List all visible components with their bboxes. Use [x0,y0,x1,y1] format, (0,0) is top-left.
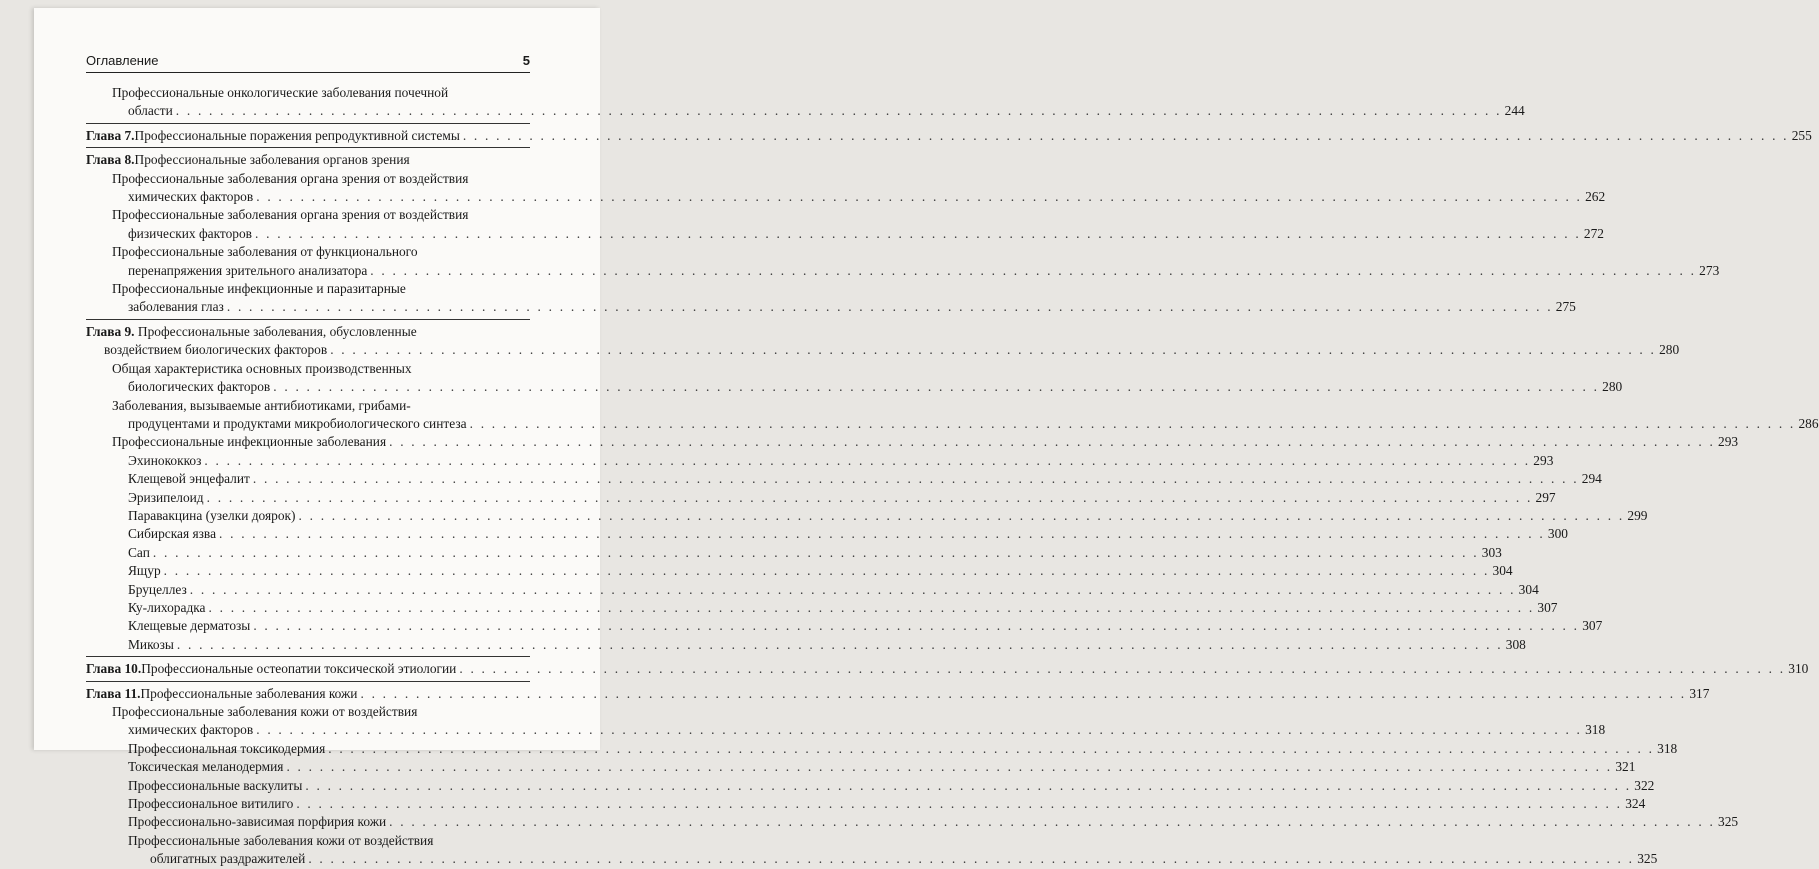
dot-leader: . . . . . . . . . . . . . . . . . . . . . . . . . . . . . . . . . . . . . . . . . . . . . . . . . . . . . . . . . . . . . . . . . . . . . . . . . . . . . . . . . . . . . . . . . . . . . . . . . . . . . . . . . . . . . . . . . . . . . . . . [389,434,1715,450]
toc-chapter-entry[interactable] [86,151,530,169]
toc-entry-title: Сап [128,544,150,560]
toc-entry[interactable] [86,562,1513,580]
toc-entry-title: заболевания глаз [128,299,224,315]
dot-leader: . . . . . . . . . . . . . . . . . . . . . . . . . . . . . . . . . . . . . . . . . . . . . . . . . . . . . . . . . . . . . . . . . . . . . . . . . . . . . . . . . . . . . . . . . . . . . . . . . . . . . . . . . . . . . . . . . . . . . . . . [273,379,1600,395]
toc-entry-title: Заболевания, вызываемые антибиотиками, грибами- [112,397,411,413]
dot-leader: . . . . . . . . . . . . . . . . . . . . . . . . . . . . . . . . . . . . . . . . . . . . . . . . . . . . . . . . . . . . . . . . . . . . . . . . . . . . . . . . . . . . . . . . . . . . . . . . . . . . . . . . . . . . . . . . . . . . . . . . [208,599,1535,615]
toc-page-number: 273 [1699,262,1720,278]
dot-leader: . . . . . . . . . . . . . . . . . . . . . . . . . . . . . . . . . . . . . . . . . . . . . . . . . . . . . . . . . . . . . . . . . . . . . . . . . . . . . . . . . . . . . . . . . . . . . . . . . . . . . . . . . . . . . . . . . . . . . . . . [176,636,1503,652]
dot-leader: . . . . . . . . . . . . . . . . . . . . . . . . . . . . . . . . . . . . . . . . . . . . . . . . . . . . . . . . . . . . . . . . . . . . . . . . . . . . . . . . . . . . . . . . . . . . . . . . . . . . . . . . . . . . . . . . . . . . . . . . [204,452,1531,468]
toc-entry-title: воздействием биологических факторов [104,342,328,358]
toc-entry[interactable] [86,581,1539,599]
toc-page-number: 324 [1625,796,1646,812]
toc-page-number: 300 [1547,526,1568,542]
toc-entry[interactable] [86,740,1678,758]
toc-entry[interactable] [86,617,1603,635]
toc-entry-title: перенапряжения зрительного анализатора [128,262,368,278]
dot-leader: . . . . . . . . . . . . . . . . . . . . . . . . . . . . . . . . . . . . . . . . . . . . . . . . . . . . . . . . . . . . . . . . . . . . . . . . . . . . . . . . . . . . . . . . . . . . . . . . . . . . . . . . . . . . . . . . . . . . . . . . [469,415,1796,431]
toc-entry-title: Профессиональные инфекционные заболевания [112,434,387,450]
dot-leader: . . . . . . . . . . . . . . . . . . . . . . . . . . . . . . . . . . . . . . . . . . . . . . . . . . . . . . . . . . . . . . . . . . . . . . . . . . . . . . . . . . . . . . . . . . . . . . . . . . . . . . . . . . . . . . . . . . . . . . . . [286,759,1613,775]
toc-page-number: 308 [1505,636,1526,652]
dot-leader: . . . . . . . . . . . . . . . . . . . . . . . . . . . . . . . . . . . . . . . . . . . . . . . . . . . . . . . . . . . . . . . . . . . . . . . . . . . . . . . . . . . . . . . . . . . . . . . . . . . . . . . . . . . . . . . . . . . . . . . . [256,189,1583,205]
dot-leader: . . . . . . . . . . . . . . . . . . . . . . . . . . . . . . . . . . . . . . . . . . . . . . . . . . . . . . . . . . . . . . . . . . . . . . . . . . . . . . . . . . . . . . . . . . . . . . . . . . . . . . . . . . . . . . . . . . . . . . . . [226,299,1553,315]
toc-entry[interactable] [86,795,1646,813]
dot-leader: . . . . . . . . . . . . . . . . . . . . . . . . . . . . . . . . . . . . . . . . . . . . . . . . . . . . . . . . . . . . . . . . . . . . . . . . . . . . . . . . . . . . . . . . . . . . . . . . . . . . . . . . . . . . . . . . . . . . . . . . [189,581,1516,597]
section-divider [86,319,530,320]
chapter-label: Глава 10. [86,661,142,677]
toc-entry-title: Профессиональные заболевания кожи [140,685,358,701]
toc-entry-title: Эхинококкоз [128,452,202,468]
toc-entry-title: Профессиональные заболевания органов зрения [134,152,410,168]
toc-entry-title: физических факторов [128,225,253,241]
toc-entry-title: Ку-лихорадка [128,599,206,615]
toc-entry-title: Микозы [128,636,174,652]
toc-page-number: 321 [1615,759,1636,775]
toc-page-number: 322 [1634,777,1655,793]
toc-page-number: 304 [1518,581,1539,597]
toc-entry[interactable] [86,758,1636,776]
toc-entry-title: Профессиональные остеопатии токсической этиологии [141,661,457,677]
toc-page-number: 307 [1582,618,1603,634]
dot-leader: . . . . . . . . . . . . . . . . . . . . . . . . . . . . . . . . . . . . . . . . . . . . . . . . . . . . . . . . . . . . . . . . . . . . . . . . . . . . . . . . . . . . . . . . . . . . . . . . . . . . . . . . . . . . . . . . . . . . . . . . [305,777,1632,793]
dot-leader: . . . . . . . . . . . . . . . . . . . . . . . . . . . . . . . . . . . . . . . . . . . . . . . . . . . . . . . . . . . . . . . . . . . . . . . . . . . . . . . . . . . . . . . . . . . . . . . . . . . . . . . . . . . . . . . . . . . . . . . . [255,225,1581,241]
dot-leader: . . . . . . . . . . . . . . . . . . . . . . . . . . . . . . . . . . . . . . . . . . . . . . . . . . . . . . . . . . . . . . . . . . . . . . . . . . . . . . . . . . . . . . . . . . . . . . . . . . . . . . . . . . . . . . . . . . . . . . . . [459,661,1786,677]
dot-leader: . . . . . . . . . . . . . . . . . . . . . . . . . . . . . . . . . . . . . . . . . . . . . . . . . . . . . . . . . . . . . . . . . . . . . . . . . . . . . . . . . . . . . . . . . . . . . . . . . . . . . . . . . . . . . . . . . . . . . . . . [219,526,1545,542]
toc-page-number: 262 [1585,189,1606,205]
toc-entry-title: Эризипелоид [128,489,204,505]
toc-entry[interactable] [86,599,1558,617]
toc-page-number: 318 [1585,722,1606,738]
toc-entry-title: Токсическая меланодермия [128,759,284,775]
book-page [34,8,1819,867]
toc-entry[interactable] [86,280,1576,317]
toc-entry-title: Профессиональные заболевания кожи от воздействия [128,832,434,848]
toc-page-number: 280 [1602,379,1623,395]
toc-entry[interactable] [86,452,1554,470]
toc-entry[interactable] [86,433,1739,451]
toc-entry-title: Ящур [128,563,161,579]
toc-entry[interactable] [86,397,1819,434]
toc-entry-title: Сибирская язва [128,526,217,542]
toc-page-number: 286 [1798,415,1819,431]
toc-entry-title: Профессиональные заболевания органа зрения от воздействия [112,207,469,223]
toc-entry[interactable] [86,489,1556,507]
toc-entry-title: Паравакцина (узелки доярок) [128,507,296,523]
running-title: Оглавление [86,53,159,68]
toc-entry[interactable] [86,525,1568,543]
toc-entry[interactable] [86,360,1623,397]
toc-page-number: 272 [1583,225,1604,241]
toc-entry-title: продуцентами и продуктами микробиологического синтеза [128,415,467,431]
dot-leader: . . . . . . . . . . . . . . . . . . . . . . . . . . . . . . . . . . . . . . . . . . . . . . . . . . . . . . . . . . . . . . . . . . . . . . . . . . . . . . . . . . . . . . . . . . . . . . . . . . . . . . . . . . . . . . . . . . . . . . . . [370,262,1697,278]
toc-entry-title: Профессиональные заболевания органа зрения от воздействия [112,170,469,186]
dot-leader: . . . . . . . . . . . . . . . . . . . . . . . . . . . . . . . . . . . . . . . . . . . . . . . . . . . . . . . . . . . . . . . . . . . . . . . . . . . . . . . . . . . . . . . . . . . . . . . . . . . . . . . . . . . . . . . . . . . . . . . . [252,471,1579,487]
toc-entry-title: Профессиональные заболевания, обусловленные [137,323,417,339]
toc-chapter-entry[interactable] [86,323,1680,360]
toc-page-number: 303 [1481,544,1502,560]
toc-entry-title: Профессиональные заболевания кожи от воздействия [112,704,418,719]
toc-page-number: 294 [1581,471,1602,487]
toc-entry-title: Профессиональные поражения репродуктивной системы [134,127,460,143]
toc-entry-title: химических факторов [128,189,254,205]
dot-leader: . . . . . . . . . . . . . . . . . . . . . . . . . . . . . . . . . . . . . . . . . . . . . . . . . . . . . . . . . . . . . . . . . . . . . . . . . . . . . . . . . . . . . . . . . . . . . . . . . . . . . . . . . . . . . . . . . . . . . . . . [389,814,1716,830]
toc-page-number: 318 [1657,740,1678,756]
dot-leader: . . . . . . . . . . . . . . . . . . . . . . . . . . . . . . . . . . . . . . . . . . . . . . . . . . . . . . . . . . . . . . . . . . . . . . . . . . . . . . . . . . . . . . . . . . . . . . . . . . . . . . . . . . . . . . . . . . . . . . . . [308,851,1635,867]
chapter-label: Глава 7. [86,127,135,143]
dot-leader: . . . . . . . . . . . . . . . . . . . . . . . . . . . . . . . . . . . . . . . . . . . . . . . . . . . . . . . . . . . . . . . . . . . . . . . . . . . . . . . . . . . . . . . . . . . . . . . . . . . . . . . . . . . . . . . . . . . . . . . . [163,563,1490,579]
toc-entry-title: химических факторов [128,722,254,738]
page-number: 5 [522,53,530,68]
toc-entry-title: Профессиональные онкологические заболевания почечной [112,85,449,100]
dot-leader: . . . . . . . . . . . . . . . . . . . . . . . . . . . . . . . . . . . . . . . . . . . . . . . . . . . . . . . . . . . . . . . . . . . . . . . . . . . . . . . . . . . . . . . . . . . . . . . . . . . . . . . . . . . . . . . . . . . . . . . . [296,796,1623,812]
toc-entry[interactable] [86,813,1739,831]
toc-entry-title: области [128,103,173,119]
table-of-contents [86,84,1819,869]
running-header [86,50,530,73]
section-divider [86,656,530,657]
toc-entry[interactable] [86,636,1526,654]
dot-leader: . . . . . . . . . . . . . . . . . . . . . . . . . . . . . . . . . . . . . . . . . . . . . . . . . . . . . . . . . . . . . . . . . . . . . . . . . . . . . . . . . . . . . . . . . . . . . . . . . . . . . . . . . . . . . . . . . . . . . . . . [175,103,1502,119]
toc-entry[interactable] [86,544,1502,562]
toc-page-number: 280 [1659,342,1680,358]
toc-entry-title: Профессиональные заболевания от функционального [112,244,418,260]
chapter-label: Глава 8. [86,152,135,168]
toc-chapter-entry[interactable] [86,127,1812,145]
dot-leader: . . . . . . . . . . . . . . . . . . . . . . . . . . . . . . . . . . . . . . . . . . . . . . . . . . . . . . . . . . . . . . . . . . . . . . . . . . . . . . . . . . . . . . . . . . . . . . . . . . . . . . . . . . . . . . . . . . . . . . . . [462,127,1789,143]
dot-leader: . . . . . . . . . . . . . . . . . . . . . . . . . . . . . . . . . . . . . . . . . . . . . . . . . . . . . . . . . . . . . . . . . . . . . . . . . . . . . . . . . . . . . . . . . . . . . . . . . . . . . . . . . . . . . . . . . . . . . . . . [256,722,1583,738]
dot-leader: . . . . . . . . . . . . . . . . . . . . . . . . . . . . . . . . . . . . . . . . . . . . . . . . . . . . . . . . . . . . . . . . . . . . . . . . . . . . . . . . . . . . . . . . . . . . . . . . . . . . . . . . . . . . . . . . . . . . . . . . [253,618,1580,634]
dot-leader: . . . . . . . . . . . . . . . . . . . . . . . . . . . . . . . . . . . . . . . . . . . . . . . . . . . . . . . . . . . . . . . . . . . . . . . . . . . . . . . . . . . . . . . . . . . . . . . . . . . . . . . . . . . . . . . . . . . . . . . . [330,342,1657,358]
dot-leader: . . . . . . . . . . . . . . . . . . . . . . . . . . . . . . . . . . . . . . . . . . . . . . . . . . . . . . . . . . . . . . . . . . . . . . . . . . . . . . . . . . . . . . . . . . . . . . . . . . . . . . . . . . . . . . . . . . . . . . . . [360,685,1687,701]
toc-page-number: 299 [1627,507,1648,523]
toc-entry-title: Клещевой энцефалит [128,471,250,487]
toc-entry-title: облигатных раздражителей [150,851,306,867]
toc-entry-title: Бруцеллез [128,581,187,597]
toc-entry[interactable] [86,832,1658,869]
dot-leader: . . . . . . . . . . . . . . . . . . . . . . . . . . . . . . . . . . . . . . . . . . . . . . . . . . . . . . . . . . . . . . . . . . . . . . . . . . . . . . . . . . . . . . . . . . . . . . . . . . . . . . . . . . . . . . . . . . . . . . . . [328,740,1655,756]
toc-page-number: 255 [1791,127,1812,143]
section-divider [86,147,530,148]
toc-entry-title: Профессиональное витилиго [128,796,294,812]
toc-chapter-entry[interactable] [86,685,1710,703]
dot-leader: . . . . . . . . . . . . . . . . . . . . . . . . . . . . . . . . . . . . . . . . . . . . . . . . . . . . . . . . . . . . . . . . . . . . . . . . . . . . . . . . . . . . . . . . . . . . . . . . . . . . . . . . . . . . . . . . . . . . . . . . [206,489,1533,505]
toc-entry-title: Профессионально-зависимая порфирия кожи [128,814,387,830]
toc-entry-title: Профессиональная токсикодермия [128,740,326,756]
toc-page-number: 317 [1689,685,1710,701]
toc-page-number: 325 [1637,851,1658,867]
toc-page-number: 310 [1788,661,1809,677]
toc-page-number: 293 [1718,434,1739,450]
toc-entry[interactable] [86,470,1602,488]
toc-entry-title: Общая характеристика основных производственных [112,360,412,376]
section-divider [86,681,530,682]
toc-entry[interactable] [86,84,1525,121]
chapter-label: Глава 9. [86,323,135,339]
section-divider [86,123,530,124]
toc-entry-title: Клещевые дерматозы [128,618,251,634]
toc-entry[interactable] [86,507,1648,525]
toc-page-number: 293 [1533,452,1554,468]
toc-entry[interactable] [86,243,1720,280]
toc-entry[interactable] [86,170,1606,207]
toc-page-number: 307 [1537,599,1558,615]
dot-leader: . . . . . . . . . . . . . . . . . . . . . . . . . . . . . . . . . . . . . . . . . . . . . . . . . . . . . . . . . . . . . . . . . . . . . . . . . . . . . . . . . . . . . . . . . . . . . . . . . . . . . . . . . . . . . . . . . . . . . . . . [152,544,1479,560]
toc-entry[interactable] [86,777,1655,795]
toc-entry[interactable] [86,206,1604,243]
toc-page-number: 325 [1718,814,1739,830]
toc-entry-title: Профессиональные васкулиты [128,777,303,793]
toc-entry-title: Профессиональные инфекционные и паразитарные [112,281,406,297]
toc-page-number: 275 [1555,299,1576,315]
toc-page-number: 297 [1535,489,1556,505]
toc-page-number: 244 [1504,103,1525,119]
toc-entry-title: биологических факторов [128,379,271,395]
toc-entry[interactable] [86,703,1606,740]
dot-leader: . . . . . . . . . . . . . . . . . . . . . . . . . . . . . . . . . . . . . . . . . . . . . . . . . . . . . . . . . . . . . . . . . . . . . . . . . . . . . . . . . . . . . . . . . . . . . . . . . . . . . . . . . . . . . . . . . . . . . . . . [298,507,1625,523]
toc-page-number: 304 [1492,563,1513,579]
chapter-label: Глава 11. [86,685,141,701]
toc-chapter-entry[interactable] [86,660,1809,678]
